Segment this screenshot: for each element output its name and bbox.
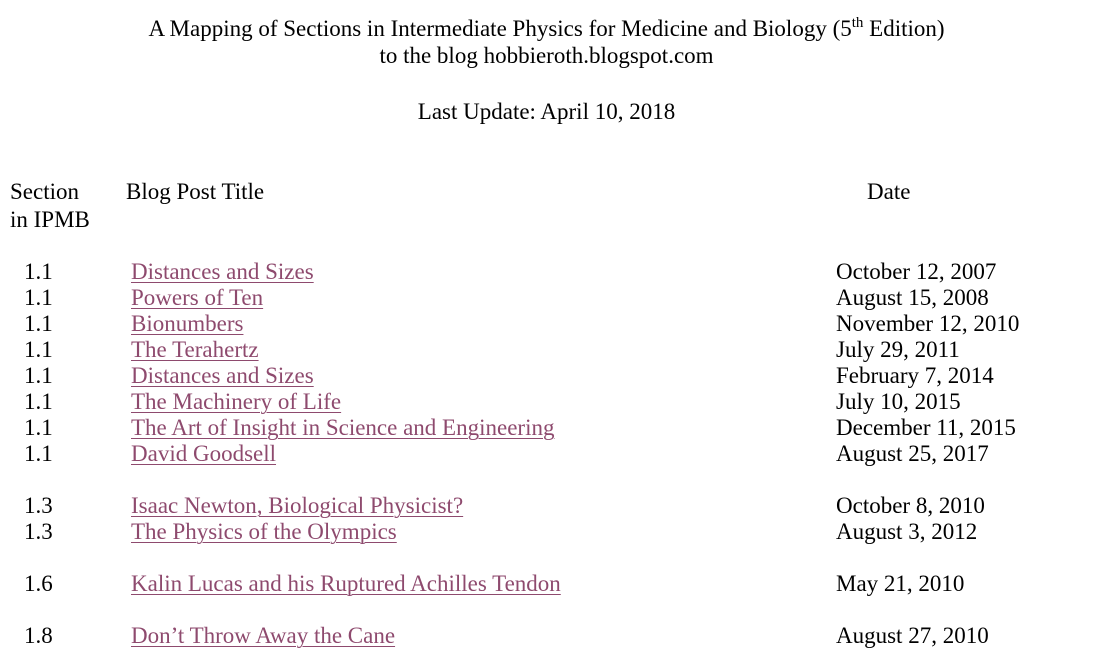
table-row xyxy=(0,259,1093,285)
section-number: 1.6 xyxy=(24,571,53,596)
post-date: December 11, 2015 xyxy=(836,415,1016,440)
blog-post-link[interactable]: David Goodsell xyxy=(131,441,277,466)
table-row xyxy=(0,493,1093,519)
blog-post-link[interactable]: The Art of Insight in Science and Engineering xyxy=(131,415,555,440)
post-date: August 27, 2010 xyxy=(836,623,989,648)
blog-post-link[interactable]: Bionumbers xyxy=(131,311,244,336)
blog-post-link[interactable]: The Physics of the Olympics xyxy=(131,519,397,544)
page-title xyxy=(0,15,1093,42)
section-header-line1: Section xyxy=(10,179,79,204)
blog-post-link[interactable]: Don’t Throw Away the Cane xyxy=(131,623,396,648)
table-row xyxy=(0,337,1093,363)
blog-post-link[interactable]: Isaac Newton, Biological Physicist? xyxy=(131,493,464,518)
table-row xyxy=(0,623,1093,649)
section-number: 1.1 xyxy=(24,363,53,388)
group-spacer xyxy=(0,545,1093,571)
post-date: August 25, 2017 xyxy=(836,441,989,466)
page-subtitle: to the blog hobbieroth.blogspot.com xyxy=(379,43,714,68)
section-number: 1.1 xyxy=(24,389,53,414)
last-update: Last Update: April 10, 2018 xyxy=(417,99,676,124)
table-row xyxy=(0,285,1093,311)
post-date: July 10, 2015 xyxy=(836,389,961,414)
section-number: 1.1 xyxy=(24,285,53,310)
blog-post-link[interactable]: The Machinery of Life xyxy=(131,389,342,414)
post-date: August 15, 2008 xyxy=(836,285,989,310)
blog-post-link[interactable]: Distances and Sizes xyxy=(131,363,314,388)
post-date: November 12, 2010 xyxy=(836,311,1020,336)
section-number: 1.3 xyxy=(24,493,53,518)
column-header-title: Blog Post Title xyxy=(126,179,265,204)
section-number: 1.8 xyxy=(24,623,53,648)
table-row xyxy=(0,441,1093,467)
post-date: October 8, 2010 xyxy=(836,493,985,518)
title-text: A Mapping of Sections in Intermediate Physics for Medicine and Biology (5 xyxy=(148,16,852,41)
column-header-section xyxy=(10,178,90,234)
blog-post-link[interactable]: Kalin Lucas and his Ruptured Achilles Tendon xyxy=(131,571,561,596)
section-number: 1.1 xyxy=(24,337,53,362)
table-row xyxy=(0,519,1093,545)
section-number: 1.1 xyxy=(24,441,53,466)
section-number: 1.1 xyxy=(24,259,53,284)
post-date: August 3, 2012 xyxy=(836,519,978,544)
section-number: 1.3 xyxy=(24,519,53,544)
blog-post-link[interactable]: Distances and Sizes xyxy=(131,259,314,284)
title-superscript: th xyxy=(851,15,864,31)
column-header-date: Date xyxy=(867,179,911,204)
table-row xyxy=(0,311,1093,337)
blog-post-link[interactable]: The Terahertz xyxy=(131,337,259,362)
blog-post-link[interactable]: Powers of Ten xyxy=(131,285,264,310)
post-date: May 21, 2010 xyxy=(836,571,965,596)
table-row xyxy=(0,571,1093,597)
table-row xyxy=(0,389,1093,415)
table-row xyxy=(0,415,1093,441)
section-number: 1.1 xyxy=(24,415,53,440)
post-date: July 29, 2011 xyxy=(836,337,960,362)
section-header-line2: in IPMB xyxy=(10,207,90,232)
title-suffix: Edition) xyxy=(863,16,945,41)
group-spacer xyxy=(0,467,1093,493)
mapping-table xyxy=(0,259,1093,649)
post-date: October 12, 2007 xyxy=(836,259,997,284)
group-spacer xyxy=(0,597,1093,623)
section-number: 1.1 xyxy=(24,311,53,336)
table-row xyxy=(0,363,1093,389)
post-date: February 7, 2014 xyxy=(836,363,994,388)
